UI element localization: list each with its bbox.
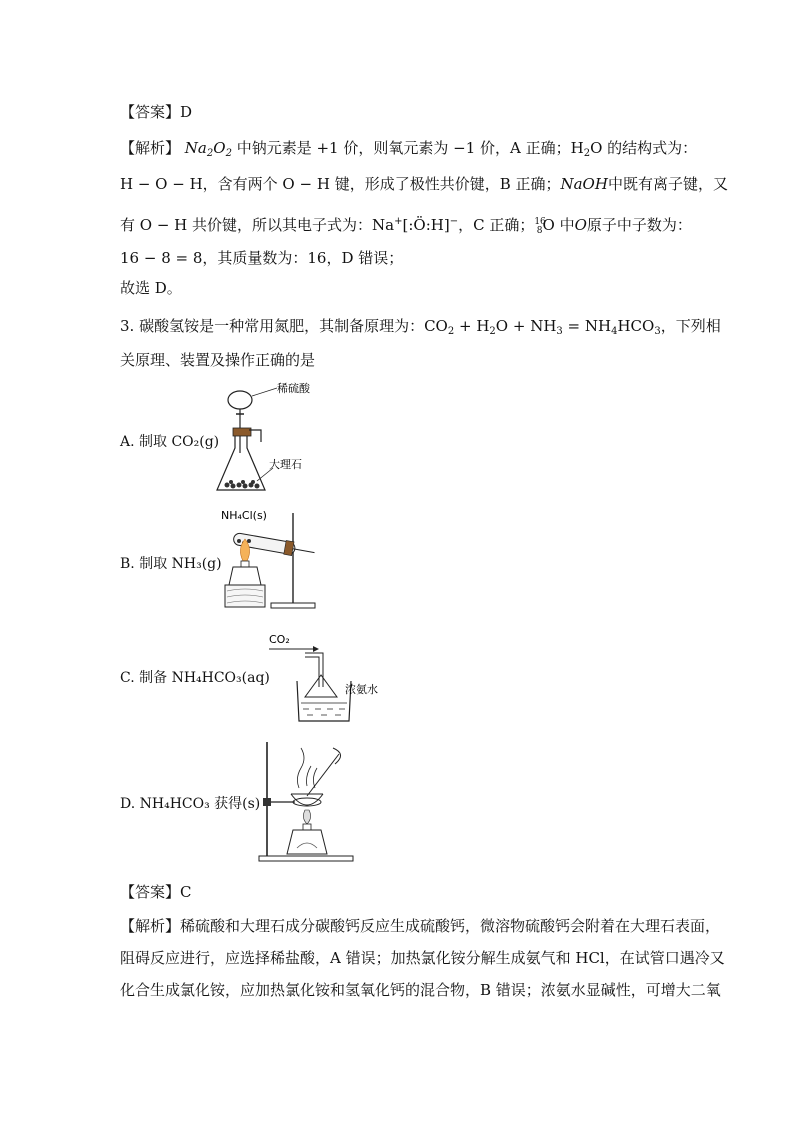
q2-analysis-line2: H − O − H，含有两个 O − H 键，形成了极性共价键，B 正确；NaOH中既有离子键，又: [120, 175, 728, 193]
option-d-label: D. NH₄HCO₃ 获得(s): [120, 796, 261, 812]
label-marble: 大理石: [269, 458, 302, 471]
apparatus-a-diagram: [205, 378, 315, 498]
q3-stem-line2: 关原理、装置及操作正确的是: [120, 351, 316, 369]
q2-answer: 【答案】D: [120, 103, 193, 121]
analysis-label: 【解析】: [120, 139, 181, 157]
q3-analysis-line3: 化合生成氯化铵，应加热氯化铵和氢氧化钙的混合物，B 错误；浓氨水显碱性，可增大二氧: [120, 981, 721, 999]
apparatus-c-diagram: [265, 625, 395, 725]
q2-analysis-line3: 有 O − H 共价键，所以其电子式为：Na+[:Ö:H]−，C 正确；$^{16}_8$O 中O原子中子数为：: [120, 216, 692, 236]
apparatus-d-diagram: [255, 738, 365, 866]
q3-answer: 【答案】C: [120, 883, 192, 901]
q2-analysis-line1: 【解析】 $Na_2O_2$ 中钠元素是 +1 价，则氧元素为 −1 价，A 正确；$H_2O$ 的结构式为：: [120, 139, 698, 159]
label-nh4cl: NH₄Cl(s): [221, 509, 267, 522]
q3-analysis-line2: 阻碍反应进行，应选择稀盐酸，A 错误；加热氯化铵分解生成氨气和 HCl，在试管口遇冷又: [120, 949, 725, 967]
q3-stem-line1: 3. 碳酸氢铵是一种常用氮肥，其制备原理为：$CO_2 + H_2O + NH_3 = NH_4HCO_3$，下列相: [120, 317, 721, 337]
q2-analysis-line5: 故选 D。: [120, 279, 182, 297]
q2-analysis-line4: 16 − 8 = 8，其质量数为：16，D 错误；: [120, 249, 404, 267]
option-b-label: B. 制取 NH₃(g): [120, 556, 222, 572]
analysis-text: 中钠元素是 +1 价，则氧元素为 −1 价，A 正确；H: [236, 139, 584, 157]
option-c-label: C. 制备 NH₄HCO₃(aq): [120, 670, 270, 686]
label-conc-ammonia: 浓氨水: [345, 683, 378, 696]
q3-analysis-line1: 【解析】稀硫酸和大理石成分碳酸钙反应生成硫酸钙，微溶物硫酸钙会附着在大理石表面，: [120, 917, 721, 935]
label-dilute-sulfuric-acid: 稀硫酸: [277, 382, 310, 395]
apparatus-b-diagram: [215, 505, 335, 615]
option-a-label: A. 制取 CO₂(g): [120, 434, 220, 450]
label-co2: CO₂: [269, 633, 290, 646]
formula-na2o2: $Na_2O_2$: [184, 139, 232, 159]
